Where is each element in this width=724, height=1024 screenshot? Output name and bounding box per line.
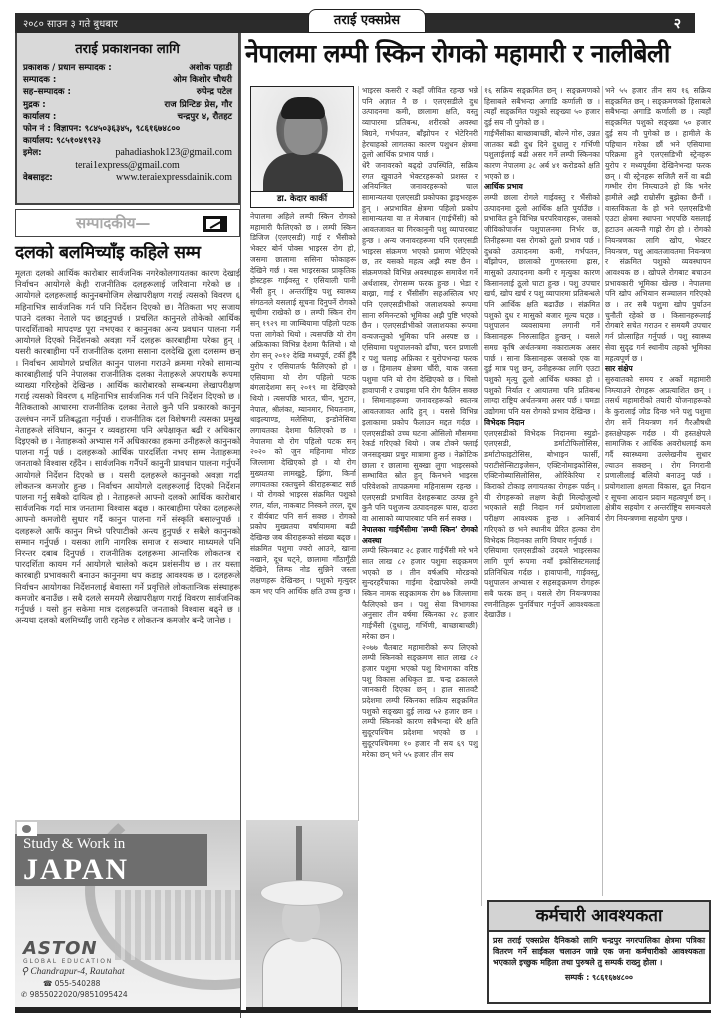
newspaper-masthead: तराई एक्सप्रेस (308, 9, 426, 33)
imprint-phone: फोन नं : विज्ञापन: ९८४५०३६३४५, ९८६१६७४८०० (23, 124, 181, 135)
email-link[interactable]: pahadiashok123@gmail.com (115, 147, 232, 159)
issue-date: २०८० साउन ३ गते बुधबार (23, 19, 118, 30)
job-ad-title: कर्मचारी आवश्यकता (489, 902, 709, 932)
model-hat-shape (260, 880, 344, 906)
article-column-4 (605, 86, 711, 906)
article-column-2 (362, 86, 478, 1016)
imprint-row (23, 74, 232, 86)
author-photo-caption: डा. केदार कार्की (250, 192, 354, 208)
location-pin-icon: ⚲ (21, 967, 31, 977)
imprint-website-row (23, 172, 232, 184)
imprint-row (23, 99, 232, 111)
imprint-value: रुपेन्द्र पटेल (196, 87, 232, 98)
model-body-shape (262, 938, 342, 1010)
job-ad-contact: सम्पर्क : ९८६१६७४८०० (564, 973, 634, 982)
article-paragraph: एलएसडीको विभेदक निदानमा स्युडो-एलएसडी, डर्माटोफिलोसिस, डर्माटोफाइटोसिस, बोभाइन फार्सी, पराटीसेन्सिटाइजेसन, एक्टिनोमाइकोसिस, एक्टिनोब्यासिलोसिस, ओरिंकेरिया र किराको टोकाइ लगायतका रोगहरू पर्छन् । यी रोगहरूको लक्षण केही मिल्दोजुल्दो भएकाले सही निदान गर्न प्रयोगशाला परीक्षण आवश्यक हुन्छ । अनिवार्य गरिएको छ भने स्थानीय प्रेरित हल्का रोग विभेदक निदानका लागि विचार गर्नुपर्छ । (484, 428, 600, 545)
imprint-value: ओम किशोर चौधरी (172, 75, 232, 86)
imprint-row (23, 111, 232, 123)
imprint-email-row-2 (23, 160, 232, 172)
website-link[interactable]: www.teraiexpressdainik.com (116, 171, 232, 183)
article-subheading: आर्थिक प्रभाव (484, 182, 523, 192)
article-paragraph: धेरै जनावरको बढ्दो उपस्थिति, सक्रिय रगत खुवाउने भेक्टरहरूको प्रशस्त र अनियन्त्रित जनावरहरूको चाल सामान्यतया एलएसडी प्रकोपका ड्राइभरहरू हुन् । अप्रभावित क्षेत्रमा पहिलो प्रकोप सामान्यतया या त मेजबान (गाईभैंसी) को आवतजावत या गिरकानुनी पशु व्यापारबाट हुन्छ । अन्य जनावरहरूमा पनि एलएसडी भाइरस संक्रमण भएको प्रमाण भेटिएको छ, तर यसको महत्व अझै स्पष्ट छैन । संक्रमणको विभिन्न अवस्थाहरू समावेश गर्ने अर्थशास्त्र, रोगसम्म फरक हुन्छ । भेडा र बाख्रा, गाई र भैंसीसँग सहअस्तित्व भए पनि एलएसडीभीको जलाशयको रूपमा साना रुमिनन्टको भूमिका अझै पुष्टि भएको छैन । एलएसडीभीको जलाशयका रूपमा वन्यजन्तुको भूमिका पनि अस्पष्ट छ । एसियामा पशुपालनको ढाँचा, चरन प्रणाली र पशु चलाइ अफ्रिका र युरोपभन्दा फरक छ । हिमालय क्षेत्रमा चौंरी, याक जस्ता पशुमा पनि यो रोग देखिएको छ । चिसो हावापानी र उचाइमा पनि रोग फैलिन सक्छ । सिमानाहरूमा जनावरहरूको स्वतन्त्र आवतजावत आदि हुन् । यससे विभिन्न इलाकामा प्रकोप फैलाउन मद्दत गर्दछ । एलएसडीको उच्च घटना ओसिलो मौसममा रेकर्ड गरिएको थियो । जब टोक्ने फ्लाई जनसङ्ख्या प्रचुर मात्रामा हुन्छ । नेक्रोटिक छाला र छालामा सुक्खा लुगा भाइरसको सम्भावित स्रोत हुन् किनभने भाइरस परिवेशको तापक्रममा महिनासम्म रहन्छ । एलएसडी प्रभावित देशहरूबाट उत्पन्न हुने कुनै पनि पशुजन्य उत्पादनहरू घास, दाउरा वा आसाको व्यापारबाट पनि सर्न सक्छ । (362, 160, 478, 524)
email-link[interactable]: terai1express@gmail.com (75, 159, 180, 171)
photo-hair-shape (281, 97, 325, 119)
ad-address-text: Chandrapur-4, Rautahat (30, 967, 125, 977)
editorial-headline: दलको बलमिच्याँइ कहिले सम्म (15, 243, 201, 263)
photo-body-shape (263, 153, 343, 192)
main-article-headline: नेपालमा लम्पी स्किन रोगको महामारी र नालीबेली (245, 39, 670, 68)
imprint-label: कार्यालय : (23, 111, 57, 122)
imprint-value: अशोक पहाडी (189, 63, 232, 73)
column-divider (358, 86, 359, 821)
job-vacancy-advertisement (487, 900, 711, 1004)
article-subheading: विभेदक निदान (484, 417, 525, 427)
ad-phone-mobile: ✆ 9855022020/9851095424 (21, 990, 128, 999)
email-label: इमेल: (23, 148, 42, 159)
imprint-label: सम्पादक : (23, 75, 57, 86)
article-subheading: नेपालका गाईभैंसीमा 'लम्पी स्किन' रोगको अवस्था (362, 524, 478, 545)
page-number: २ (673, 16, 681, 32)
imprint-title: तराई प्रकाशनका लागि (75, 42, 180, 57)
ad-phone-landline: ☎ 055-540288 (43, 979, 101, 988)
article-paragraph: सुरुवातको समय र अर्को महामारी निम्त्याउने रोगहरू अप्रत्याशित छन् । तसर्थ महामारीको तयारी योजनाहरूको के कुरालाई जोड दिन्छ भने पशु पशुमा रोग सर्ने नियन्त्रण गर्न गैरऔषधी हस्तक्षेपहरू गर्दछ । यी हस्तक्षेपले सामाजिक र आर्थिक अवरोधलाई कम गर्दै स्वास्थ्यमा उल्लेखनीय सुधार ल्याउन सक्छन् । रोग निगरानी प्रणालीलाई बलियो बनाउनु पर्छ । प्रयोगशाला क्षमता विकास, द्रुत निदान र सूचना आदान प्रदान महत्वपूर्ण छन् । क्षेत्रीय सहयोग र अन्तर्राष्ट्रिय समन्वयले रोग नियन्त्रणमा सहयोग पुग्छ । (605, 374, 711, 524)
ad-country: JAPAN (23, 853, 130, 886)
column-divider (481, 86, 482, 906)
article-paragraph: लम्पी स्किनबाट २८ हजार गाईभैंसी मरे भने सात लाख ८२ हजार पशुमा सङ्क्रमण भएको छ । तीन वर्षअघि मोरङको सुन्दरहरैंचाका गाईमा देखापरेको लम्पी स्किन नामक सङ्क्रामक रोग ७७ जिल्लामा फैलिएको छन । पशु सेवा विभागका अनुसार तीन वर्षमा स्किनका २८ हजार गाईभैंसी (दुधालु, गर्भिणी, बाच्छाबाच्छी) मरेका छन । (362, 546, 478, 641)
study-japan-advertisement[interactable] (15, 820, 240, 1010)
column-divider (240, 33, 241, 1018)
imprint-label: मुद्रक : (23, 99, 46, 110)
job-ad-text: प्रस तराई एक्सप्रेस दैनिकको लागि चन्द्रपुर नगरपालिका क्षेत्रमा पत्रिका वितरण गर्ने साईकल चलाउन जान्ने एक जना कर्मचारीको आवश्यकता भएकाले इच्छुक महिला तथा पुरुषले तु सम्पर्क राख्नु होला । (493, 936, 705, 967)
article-paragraph: १६ सक्रिय सङ्क्रमित छन् । सङ्क्रमणको हिसाबले सबैभन्दा अगाडि कर्णाली छ । त्यहाँ सङ्क्रमित पशुको सङ्ख्या ५० हजार दुई सय नौ पुगेको छ । (484, 86, 600, 128)
article-paragraph: नेपालमा अहिले लम्पी स्किन रोगको महामारी फैलिएको छ । लम्पी स्किन डिजिज (एलएसडी) गाई र भैंसीको भेक्टर बोर्न पोक्स भाइरस रोग हो, जसमा छालामा ससिना फोकाहरू देखिने गर्छ । यस भाइरसका प्राकृतिक होस्टहरू गाईवस्तु र एसियाली पानी भैंसी हुन् । अन्तर्राष्ट्रिय पशु स्वास्थ्य संगठनले यसलाई सूचना दिनुपर्ने रोगको सूचीमा राखेको छ । लम्पी स्किन रोग सन् १९२९ मा जाम्बियामा पहिलो पटक पत्ता लागेको थियो । त्यसपछि यो रोग अफ्रिकाका विभिन्न देशमा फैलियो । यो रोग सन् २०१२ देखि मध्यपूर्व, टर्की हुँदै युरोप र एसियातर्फ फैलिएको हो । एसियामा यो रोग पहिलो पटक बंगलादेशमा सन् २०१९ मा देखिएको थियो । त्यसपछि भारत, चीन, भुटान, नेपाल, श्रीलंका, म्यानमार, भियतनाम, थाइल्याण्ड, मलेसिया, इन्डोनेसिया लगायतका देशमा फैलिएको छ । नेपालमा यो रोग पहिलो पटक सन् २०२० को जुन महिनामा मोरङ जिल्लामा देखिएको हो । यो रोग मुख्यतया लामखुट्टे, झिंगा, किर्ना लगायतका रक्तचुस्ने कीराहरूबाट सर्छ । यो रोगको भाइरस संक्रमित पशुको रगत, र्याल, नाकबाट निस्कने तरल, दूध र वीर्यबाट पनि सर्न सक्छ । रोगको प्रकोप मुख्यतया वर्षायाममा बढी देखिन्छ जब कीराहरूको संख्या बढ्छ । संक्रमित पशुमा ज्वरो आउने, खाना नखाने, दूध घट्ने, छालामा गाँठागुँठी देखिने, लिम्फ नोड सुन्निने जस्ता लक्षणहरू देखिन्छन् । पशुको मृत्युदर कम भए पनि आर्थिक क्षति उच्च हुन्छ । (250, 212, 356, 596)
ad-brand-logo: ASTON (23, 938, 98, 959)
ad-tagline: Study & Work in (23, 836, 126, 852)
article-subheading: सार संक्षेप (605, 364, 633, 374)
article-column-3 (484, 86, 600, 906)
article-paragraph: भाइरस कसरी र कहाँ जीवित रहन्छ भन्ने पनि अज्ञात नै छ । एलएसडीले दुध उत्पादनमा कमी, छालामा क्षति, वस्तु व्यापारमा प्रतिबन्ध, शरीरको अवस्था बिग्रने, गर्भपतन, बाँझोपन र भेटेरिनरी हेरचाहको लागतका कारण पशुधन क्षेत्रमा ठूलो आर्थिक प्रभाव पार्छ । (362, 86, 478, 160)
article-paragraph: लम्पी छाला रोगले गाईवस्तु र भैंसीको उत्पादनमा ठूलो आर्थिक क्षति पुर्याउँछ । प्रभावित हुने विभिन्न घरपरिवारहरू, जसको जीविकोपार्जन पशुपालनमा निर्भर छ, तिनीहरूमा यस रोगको ठूलो प्रभाव पर्छ । दुधको उत्पादनमा कमी, गर्भपतन, बाँझोपन, छालाको गुणस्तरमा ह्रास, मासुको उत्पादनमा कमी र मृत्युका कारण किसानलाई ठूलो घाटा हुन्छ । पशु उपचार खर्च, खोप खर्च र पशु व्यापारमा प्रतिबन्धले पनि आर्थिक क्षति बढाउँछ । संक्रमित पशुको दुध र मासुको बजार मूल्य घट्छ । पशुपालन व्यवसायमा लगानी गर्ने किसानहरू निरुत्साहित हुन्छन् । यसले समग्र कृषि अर्थतन्त्रमा नकारात्मक असर पार्छ । साना किसानहरू जसको एक वा दुई मात्र पशु छन्, उनीहरूका लागि एउटा पशुको मृत्यु ठूलो आर्थिक धक्का हो । पशुको निर्यात र आयातमा पनि प्रतिबन्ध लाग्दा राष्ट्रिय अर्थतन्त्रमा असर पर्छ । चमडा उद्योगमा पनि यस रोगको प्रभाव देखिन्छ । (484, 193, 600, 417)
imprint-value: राज प्रिन्टिङ प्रेस, गौर (164, 99, 232, 110)
article-column-1 (250, 212, 356, 820)
editorial-body: मूलतः दलको आर्थिक कारोबार सार्वजनिक नगरेकोलगायतका कारण देखाई निर्वाचन आयोगले केही राजनीतिक दलहरूलाई जरिवाना गरेको छ । आयोगले दलहरूलाई कानुनबमोजिम लेखापरीक्षण गराई त्यसको विवरण ६ महिनाभित्र सार्वजनिक गर्न पनि निर्देशन दिएको छ। नैतिकता भए सजाय पाउने दलका नेताले पद छाड्नुपर्छ । प्रचलित कानुनले तोकेको आर्थिक पारदर्शिताको मापदण्ड पूरा नभएका र कानुनका अन्य प्रवधान पालना गर्न आयोगले दिएको निर्देशनको अवज्ञा गर्ने दलहरू कारबाहीमा परेका हुन् । यसरी कारबाहीमा पर्ने राजनीतिक दलमा ससाना दलदेखि ठूला दलसम्म छन् । निर्वाचन आयोगले प्रचलित कानुन पालना गराउने क्रममा गरेको सामान्य कारबाहीलाई पनि नेपालका राजनीतिक दलका नेताहरूले अपराधकै रूपमा व्याख्या गरिरहेको देखिन्छ । आर्थिक कारोबारको सम्बन्धमा लेखापरीक्षण गराई त्यसको विवरण ६ महिनाभित्र सार्वजनिक गर्न पनि निर्देशन दिएको छ । नैतिकताको आधारमा राजनीतिक दलका नेताले कुनै पनि प्रकारको कानुन उल्लंघन नगर्ने प्रतिबद्धता गर्नुपर्छ । राजनीतिक दल विशेषगरी त्यसका प्रमुख नेताहरूले संविधान, कानुन र व्यवहारमा पनि अपेक्षाकृत बढी र अधिकार दिइएको छ । नेताहरूको अभ्यास गर्ने अधिकारका हकमा उनीहरूले कानुनको पालना गर्नु पर्छ । दलहरूको आर्थिक पारदर्शिता नभए सम्म नेताहरूमा जनताको विश्वास रहँदैन । सार्वजनिक गर्नैपर्ने कानुनी प्रावधान पालना गर्नुपर्ने आयोगले निर्देशन दिएको छ । यसरी दलहरूले कानुनको अवज्ञा गर्दा लोकतन्त्र कमजोर हुन्छ । निर्वाचन आयोगले दलहरूलाई दिएको निर्देशन पालना गर्नु सबैको दायित्व हो । नेताहरूले आफ्नो दलको आर्थिक कारोबार सार्वजनिक गर्दा मात्र जनतामा विश्वास बढ्छ । कारबाहीमा परेका दलहरूले आफ्नो कमजोरी सुधार गर्दै कानुन पालना गर्ने संस्कृति बसाल्नुपर्छ । दलहरूले आफैं कानुन मिच्ने परिपाटीको अन्त्य हुनुपर्छ र सबैले कानुनको सम्मान गर्नुपर्छ । यसका लागि नागरिक समाज र सञ्चार माध्यमले पनि निरन्तर दबाब दिनुपर्छ । राजनीतिक दलहरूमा आन्तरिक लोकतन्त्र र पारदर्शिता कायम गर्न आयोगले चालेको कदम प्रशंसनीय छ । तर यस्ता कारबाही प्रभावकारी बनाउन कानुनमा थप कडाइ आवश्यक छ । दलहरूले निर्वाचन आयोगका निर्देशनलाई बेवास्ता गर्ने प्रवृत्तिले लोकतान्त्रिक संस्थाहरू कमजोर बनाउँछ । सबै दलले समयमै लेखापरीक्षण गराई विवरण सार्वजनिक गर्नुपर्छ । यसो हुन सकेमा मात्र दलहरूप्रति जनताको विश्वास बढ्ने छ । अन्यथा दलको बलमिच्याँइ जारी रहनेछ र लोकतन्त्र कमजोर बन्दै जानेछ । (15, 268, 240, 626)
editorial-section-banner (15, 209, 240, 237)
imprint-row (23, 62, 232, 74)
website-label: वेबसाइट: (23, 172, 53, 183)
article-paragraph: एसियामा एलएसडीको उदयले भाइरसका लागि पूर्ण रूपमा नयाँ इकोसिस्टमलाई प्रतिनिधित्व गर्दछ । हावापानी, गाईवस्तु, पशुपालन अभ्यास र सहसङ्क्रमण रोगहरू सबै फरक छन् । यसले रोग नियन्त्रणका रणनीतिहरू पुनर्विचार गर्नुपर्ने आवश्यकता देखाउँछ । (484, 546, 600, 620)
imprint-value: चन्द्रपुर ४, रौतहट (177, 111, 232, 122)
imprint-label: सह–सम्पादक : (23, 87, 71, 98)
imprint-office-phone: कार्यालय: ९८५१०४१९२३ (23, 136, 101, 147)
article-paragraph: भने ५५ हजार तीन सय १६ सक्रिय सङ्क्रमित छन् । सङ्क्रमणको हिसाबले सबैभन्दा अगाडि कर्णाली छ । त्यहाँ सङ्क्रमित पशुको सङ्ख्या ५० हजार दुई सय नौ पुगेको छ । हामीले के पहिचान गरेका छौं भने एसियामा परिक्रमा हुने एलएसडिभी स्ट्रेनहरू युरोप र मध्यपूर्वमा देखिनेभन्दा फरक छन् । यी स्ट्रेनहरू सजिलै सर्ने वा बढी गम्भीर रोग निम्त्याउने हो कि भनेर हामीले अझै राम्रोसँग बुझेका छैनौं । वास्तविकता के हो भने एलएसडिभी एउटा क्षेत्रमा स्थापना भएपछि यसलाई हटाउन अत्यन्तै गाह्रो रोग हो । रोगको नियन्त्रणका लागि खोप, भेक्टर नियन्त्रण, पशु आवतजावतमा नियन्त्रण र संक्रमित पशुको व्यवस्थापन आवश्यक छ । खोपले रोगबाट बचाउन प्रभावकारी भूमिका खेल्छ । नेपालमा पनि खोप अभियान सञ्चालन गरिएको छ । तर सबै पशुमा खोप पुर्याउन चुनौती रहेको छ । किसानहरूलाई रोगबारे सचेत गराउन र समयमै उपचार गर्न प्रोत्साहित गर्नुपर्छ । पशु स्वास्थ्य सेवा सुदृढ गर्न स्थानीय तहको भूमिका महत्वपूर्ण छ । (605, 86, 711, 363)
ad-address (21, 966, 125, 977)
editorial-label: सम्पादकीय— (76, 214, 151, 232)
column-divider (602, 86, 603, 896)
imprint-row (23, 86, 232, 98)
ad-brand-subtitle: GLOBAL EDUCATION (23, 958, 114, 965)
article-paragraph: २०७७ चैतबाट महामारीको रूप लिएको लम्पी स्किनको सङ्क्रमण सात लाख ८२ हजार पशुमा भएको पशु विभागका वरिष्ठ पशु विकास अधिकृत डा. चन्द्र ढकालले जानकारी दिएका छन् । हाल सातवटै प्रदेशमा लम्पी स्किनका सक्रिय सङ्क्रमित पशुको सङ्ख्या दुई लाख ५२ हजार छन । लम्पी स्किनको कारण सबैभन्दा धेरै क्षति सुदूरपश्चिम प्रदेशमा भएको छ । सुदूरपश्चिममा १० हजार नौ सय ६९ पशु मरेका छन् भने ५५ हजार तीन सय (362, 642, 478, 759)
ad-model-photo[interactable] (246, 820, 358, 1010)
pen-icon (203, 216, 227, 232)
imprint-email-row (23, 147, 232, 159)
imprint-label: प्रकाशक / प्रधान सम्पादक : (23, 63, 112, 73)
imprint-box (15, 33, 240, 205)
japan-flag-icon (17, 822, 37, 836)
city-skyline-image (115, 890, 240, 960)
bottom-rule (15, 1010, 711, 1013)
article-paragraph: गाईभैंसीका बाच्छाबाच्छी, बोल्ने गोरु, उन्नत जातका बढी दुध दिने दुधालु र गर्भिणी पशुलाईलाई बढी असर गर्ने लम्पी स्किनका कारण नेपालमा ३८ अर्ब ४१ करोडको क्षति भएको छ । (484, 128, 600, 181)
author-photo (250, 86, 354, 192)
